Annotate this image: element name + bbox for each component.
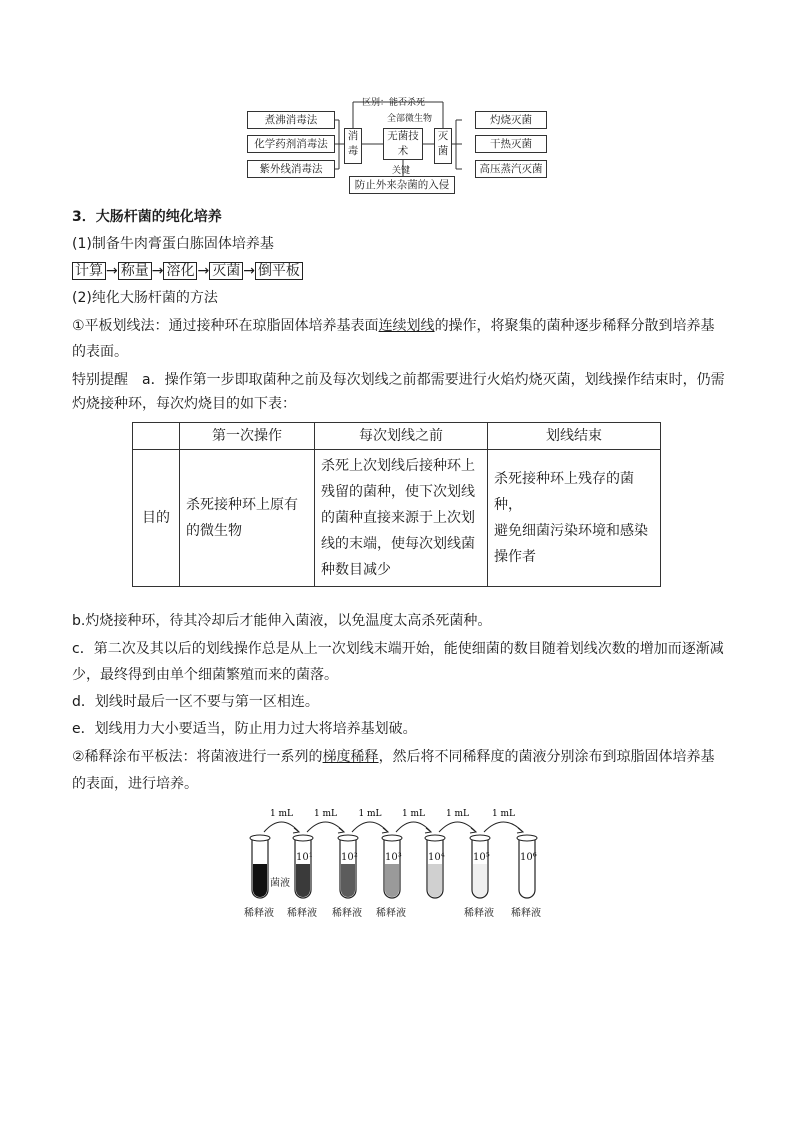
cell-line: 种数目减少 — [321, 562, 391, 578]
cell-line: 的菌种直接来源于上次划 — [321, 510, 475, 526]
text: ，然后将不同稀释度的菌液分别涂布到琼脂固体培养基 — [378, 749, 715, 765]
arrow: → — [106, 263, 118, 279]
tube-liquid — [385, 864, 399, 897]
diluent-label: 稀释液 — [287, 908, 317, 919]
tube-liquid — [520, 864, 534, 897]
cell-line: 杀死接种环上残存的菌种， — [494, 471, 634, 513]
diluent-label: 稀释液 — [376, 908, 406, 919]
step-4: 灭菌 — [209, 262, 243, 280]
tube-liquid — [473, 864, 487, 897]
spread-method-line2: 的表面，进行培养。 — [72, 776, 198, 792]
table-cell — [180, 450, 315, 587]
transfer-volume-label: 1 mL — [445, 809, 470, 819]
subheading-1: (1)制备牛肉膏蛋白胨固体培养基 — [72, 236, 274, 252]
cell-line: 杀死接种环上原有 — [186, 497, 298, 513]
transfer-volume-label: 1 mL — [313, 809, 338, 819]
procedure-steps — [72, 261, 303, 281]
spread-method-line1 — [72, 747, 715, 767]
tube-liquid — [253, 864, 267, 897]
flame-purpose-table — [132, 422, 661, 587]
note-e: e．划线用力大小要适当，防止用力过大将培养基划破。 — [72, 721, 417, 737]
transfer-volume-label: 1 mL — [358, 809, 382, 819]
streak-method-line1 — [72, 316, 715, 336]
test-tube — [250, 835, 270, 898]
underlined-term: 连续划线 — [378, 318, 435, 334]
table-cell — [488, 450, 661, 587]
step-2: 称量 — [118, 262, 152, 280]
text: 的操作，将聚集的菌种逐步稀释分散到培养基 — [434, 318, 715, 334]
cell-line: 残留的菌种，使下次划线 — [321, 484, 475, 500]
transfer-volume-label: 1 mL — [401, 809, 426, 819]
text: ①平板划线法：通过接种环在琼脂固体培养基表面 — [72, 318, 379, 334]
transfer-volume-label: 1 mL — [269, 809, 294, 819]
diluent-label: 稀释液 — [511, 908, 541, 919]
test-tube — [517, 835, 537, 898]
transfer-arrow — [264, 822, 299, 832]
section-title: 3．大肠杆菌的纯化培养 — [72, 209, 222, 225]
table-row — [133, 450, 661, 587]
test-tube — [293, 835, 313, 898]
test-tube — [338, 835, 358, 898]
test-tube — [382, 835, 402, 898]
dilution-factor-label: 10⁶ — [520, 852, 537, 863]
table-header-row — [133, 423, 661, 450]
stock-solution-label: 菌液 — [270, 878, 290, 889]
cell-line: 避免细菌污染环境和感染 — [494, 523, 648, 539]
dilution-factor-label: 10⁵ — [473, 852, 490, 863]
tube-liquid — [428, 864, 442, 897]
method-burn: 灼烧灭菌 — [475, 111, 547, 129]
test-tube — [425, 835, 445, 898]
cell-line: 线的末端，使每次划线菌 — [321, 536, 475, 552]
dilution-factor-label: 10² — [341, 852, 358, 863]
row-label: 目的 — [133, 450, 180, 587]
note-b: b.灼烧接种环，待其冷却后才能伸入菌液，以免温度太高杀死菌种。 — [72, 613, 492, 629]
header-cell: 每次划线之前 — [315, 423, 488, 450]
transfer-arrow — [352, 822, 388, 832]
diluent-label: 稀释液 — [332, 908, 362, 919]
key-label: 关键 — [392, 166, 411, 176]
underlined-term: 梯度稀释 — [322, 749, 379, 765]
method-dry-heat: 干热灭菌 — [475, 135, 547, 153]
diluent-label: 稀释液 — [244, 908, 274, 919]
dilution-factor-label: 10¹ — [296, 852, 313, 863]
tip-line2: 灼烧接种环，每次灼烧目的如下表： — [72, 396, 296, 412]
cell-line: 的微生物 — [186, 523, 242, 539]
method-chemical: 化学药剂消毒法 — [247, 135, 335, 153]
tube-liquid — [341, 864, 355, 897]
table-cell — [315, 450, 488, 587]
transfer-arrow — [396, 822, 431, 832]
text: ②稀释涂布平板法：将菌液进行一系列的 — [72, 749, 323, 765]
sterilize-box: 灭菌 — [434, 128, 452, 164]
transfer-volume-label: 1 mL — [491, 809, 516, 819]
arrow: → — [197, 263, 210, 279]
dilution-factor-label: 10³ — [385, 852, 402, 863]
subheading-2: (2)纯化大肠杆菌的方法 — [72, 290, 218, 306]
note-c-line2: 少，最终得到由单个细菌繁殖而来的菌落。 — [72, 667, 338, 683]
note-d: d．划线时最后一区不要与第一区相连。 — [72, 694, 319, 710]
step-1: 计算 — [72, 262, 106, 280]
arrow: → — [151, 263, 164, 279]
test-tube — [470, 835, 490, 898]
tip-line1: 特别提醒 a．操作第一步即取菌种之前及每次划线之前都需要进行火焰灼烧灭菌，划线操作结束时，仍需 — [72, 372, 725, 388]
transfer-arrow — [439, 822, 476, 832]
bottom-box: 防止外来杂菌的入侵 — [349, 176, 455, 194]
top-label: 区别：能否杀死 — [362, 98, 426, 108]
aseptic-box: 无菌技术 — [383, 128, 423, 160]
dilution-factor-label: 10⁴ — [428, 852, 445, 863]
step-5: 倒平板 — [255, 262, 303, 280]
method-uv: 紫外线消毒法 — [247, 160, 335, 178]
header-cell — [133, 423, 180, 450]
streak-method-line2: 的表面。 — [72, 344, 128, 360]
cell-line: 杀死上次划线后接种环上 — [321, 458, 475, 474]
header-cell: 划线结束 — [488, 423, 661, 450]
arrow: → — [243, 263, 255, 279]
header-cell: 第一次操作 — [180, 423, 315, 450]
disinfect-box: 消毒 — [344, 128, 362, 164]
transfer-arrow — [307, 822, 344, 832]
tube-liquid — [296, 864, 310, 897]
diluent-label: 稀释液 — [464, 908, 494, 919]
transfer-arrow — [484, 822, 523, 832]
method-boiling: 煮沸消毒法 — [247, 111, 335, 129]
cell-line: 操作者 — [494, 549, 536, 565]
note-c-line1: c．第二次及其以后的划线操作总是从上一次划线末端开始，能使细菌的数目随着划线次数的增加而逐渐减 — [72, 641, 724, 657]
step-3: 溶化 — [163, 262, 197, 280]
method-autoclave: 高压蒸汽灭菌 — [475, 160, 547, 178]
top-label-2: 全部微生物 — [387, 114, 433, 124]
